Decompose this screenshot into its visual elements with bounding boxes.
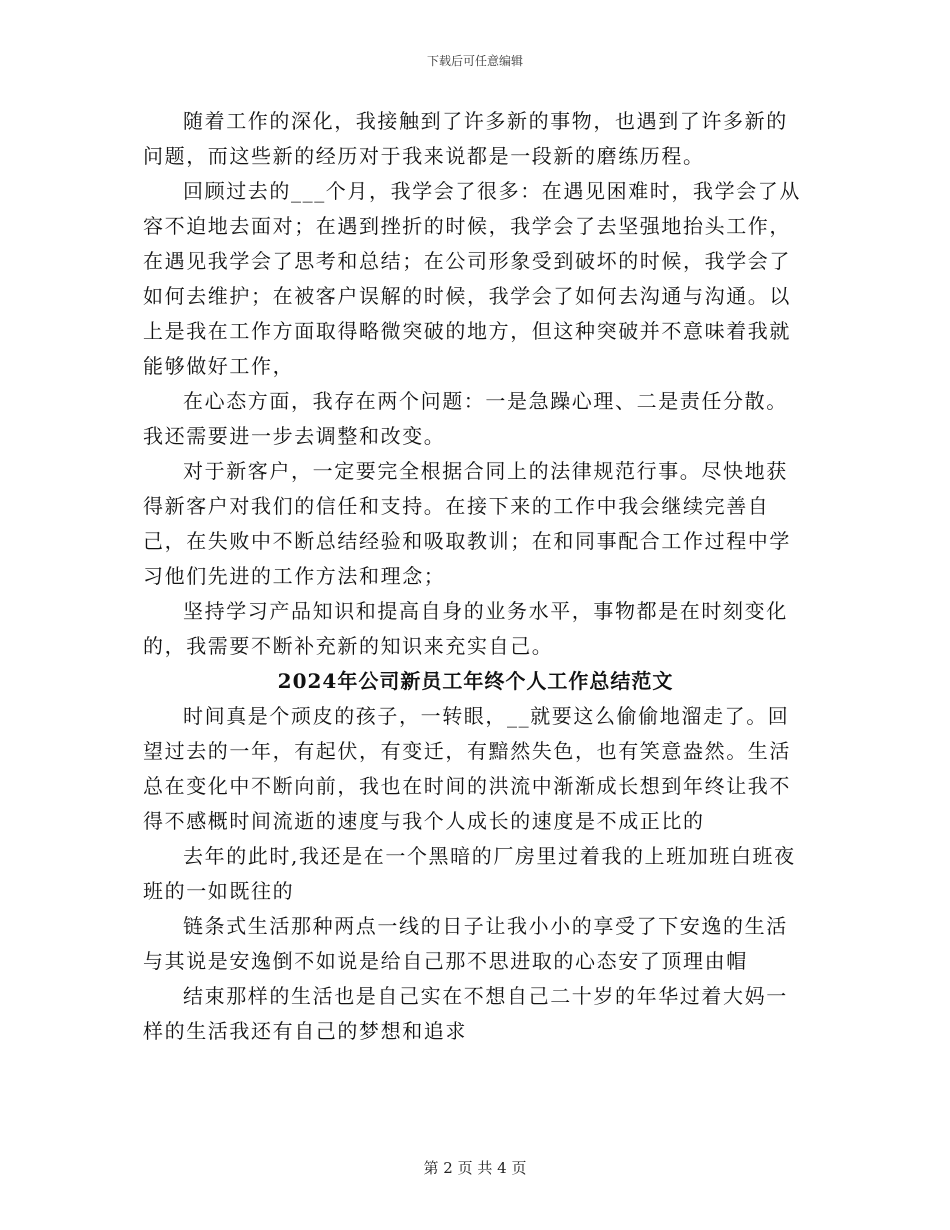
paragraph: 链条式生活那种两点一线的日子让我小小的享受了下安逸的生活与其说是安逸倒不如说是给自己那不思进取的心态安了顶理由帽 (143, 914, 788, 973)
paragraph: 在心态方面，我存在两个问题：一是急躁心理、二是责任分散。我还需要进一步去调整和改变。 (143, 389, 788, 448)
document-body (143, 104, 808, 1049)
paragraph: 随着工作的深化，我接触到了许多新的事物，也遇到了许多新的问题，而这些新的经历对于我来说都是一段新的磨练历程。 (143, 109, 788, 168)
paragraph: 时间真是个顽皮的孩子，一转眼，__就要这么偷偷地溜走了。回望过去的一年，有起伏，有变迁，有黯然失色，也有笑意盎然。生活总在变化中不断向前，我也在时间的洪流中渐渐成长想到年终让我不得不感概时间流逝的速度与我个人成长的速度是不成正比的 (143, 704, 791, 833)
paragraph: 坚持学习产品知识和提高自身的业务水平，事物都是在时刻变化的，我需要不断补充新的知识来充实自己。 (143, 599, 788, 658)
paragraph: 回顾过去的___个月，我学会了很多：在遇见困难时，我学会了从容不迫地去面对；在遇到挫折的时候，我学会了去坚强地抬头工作，在遇见我学会了思考和总结；在公司形象受到破坏的时候，我学会了如何去维护；在被客户误解的时候，我学会了如何去沟通与沟通。以上是我在工作方面取得略微突破的地方，但这种突破并不意味着我就能够做好工作， (143, 179, 801, 378)
paragraph: 对于新客户，一定要完全根据合同上的法律规范行事。尽快地获得新客户对我们的信任和支持。在接下来的工作中我会继续完善自己，在失败中不断总结经验和吸取教训；在和同事配合工作过程中学习他们先进的工作方法和理念； (143, 459, 791, 588)
paragraph: 结束那样的生活也是自己实在不想自己二十岁的年华过着大妈一样的生活我还有自己的梦想和追求 (143, 984, 788, 1043)
section-title: 2024年公司新员工年终个人工作总结范文 (277, 669, 674, 693)
page-header-note: 下载后可任意编辑 (426, 54, 523, 68)
page-number: 第 2 页 共 4 页 (423, 1159, 527, 1177)
paragraph: 去年的此时,我还是在一个黑暗的厂房里过着我的上班加班白班夜班的一如既往的 (143, 844, 796, 903)
